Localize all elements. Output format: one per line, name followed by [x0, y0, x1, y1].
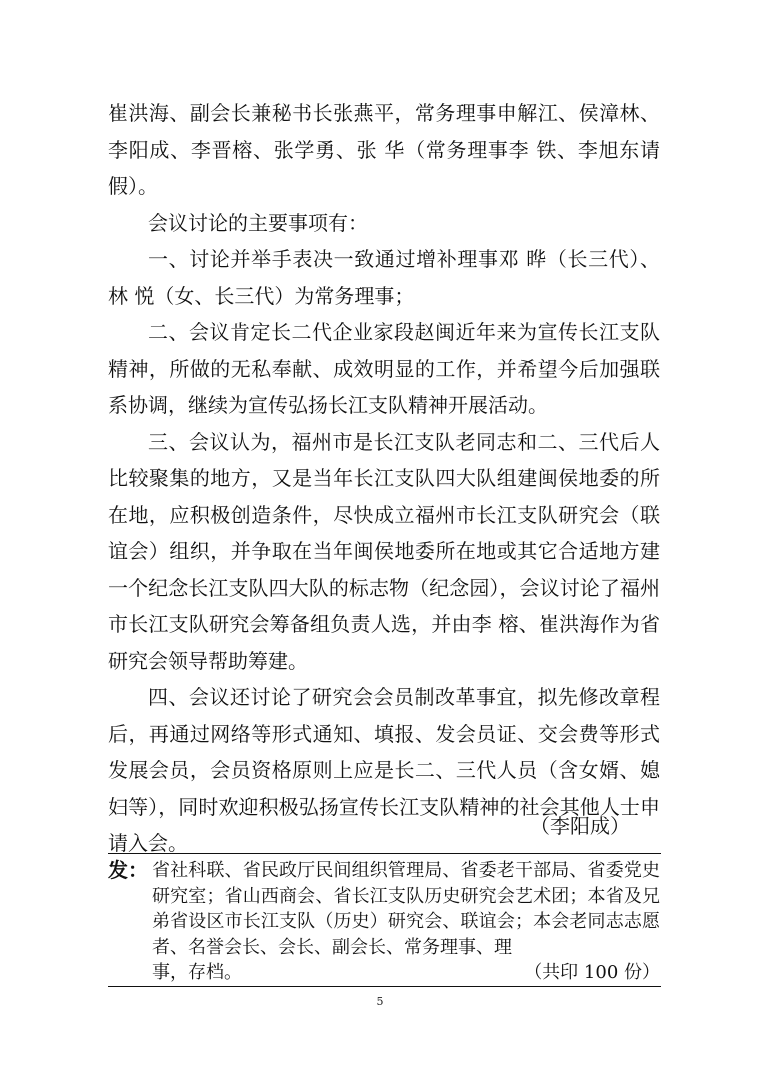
meeting-minutes-body: [108, 95, 660, 862]
distribution-top-rule: [108, 853, 661, 854]
distribution-recipients: 省社科联、省民政厅民间组织管理局、省委老干部局、省委党史研究室；省山西商会、省长江支队历史研究会艺术团；本省及兄弟省设区市长江支队（历史）研究会、联谊会；本会老同志志愿者、名誉会长、会长、副会长、常务理事、理: [152, 860, 660, 958]
print-count: （共印 100 份）: [524, 962, 660, 983]
author-signature: （李阳成）: [530, 814, 630, 838]
distribution-block: [108, 858, 660, 986]
item-four-paragraph: 四、会议还讨论了研究会会员制改革事宜，拟先修改章程后，再通过网络等形式通知、填报、发会员证、交会费等形式发展会员，会员资格原则上应是长二、三代人员（含女婿、媳妇等），同时欢迎积极弘扬宣传长江支队精神的社会其他人士申请入会。: [108, 685, 660, 855]
attendees-paragraph: 崔洪海、副会长兼秘书长张燕平，常务理事申解江、侯漳林、李阳成、李晋榕、张学勇、张 华（常务理事李 铁、李旭东请假）。: [108, 101, 660, 198]
page-number: 5: [376, 995, 384, 1008]
distribution-last-line: [152, 960, 660, 986]
item-three-paragraph: 三、会议认为，福州市是长江支队老同志和二、三代后人比较聚集的地方，又是当年长江支队四大队组建闽侯地委的所在地，应积极创造条件，尽快成立福州市长江支队研究会（联谊会）组织，并争取在当年闽侯地委所在地或其它合适地方建一个纪念长江支队四大队的标志物（纪念园），会议讨论了福州市长江支队研究会筹备组负责人选，并由李 榕、崔洪海作为省研究会领导帮助筹建。: [108, 429, 660, 673]
distribution-recipients-end: 事，存档。: [152, 962, 242, 983]
distribution-label: 发：: [108, 858, 148, 882]
distribution-bottom-rule: [108, 986, 661, 987]
agenda-intro: 会议讨论的主要事项有：: [148, 210, 368, 235]
item-one-paragraph: 一、讨论并举手表决一致通过增补理事邓 晔（长三代）、林 悦（女、长三代）为常务理事；: [108, 247, 660, 308]
item-two-paragraph: 二、会议肯定长二代企业家段赵闽近年来为宣传长江支队精神，所做的无私奉献、成效明显的工作，并希望今后加强联系协调，继续为宣传弘扬长江支队精神开展活动。: [108, 320, 660, 417]
